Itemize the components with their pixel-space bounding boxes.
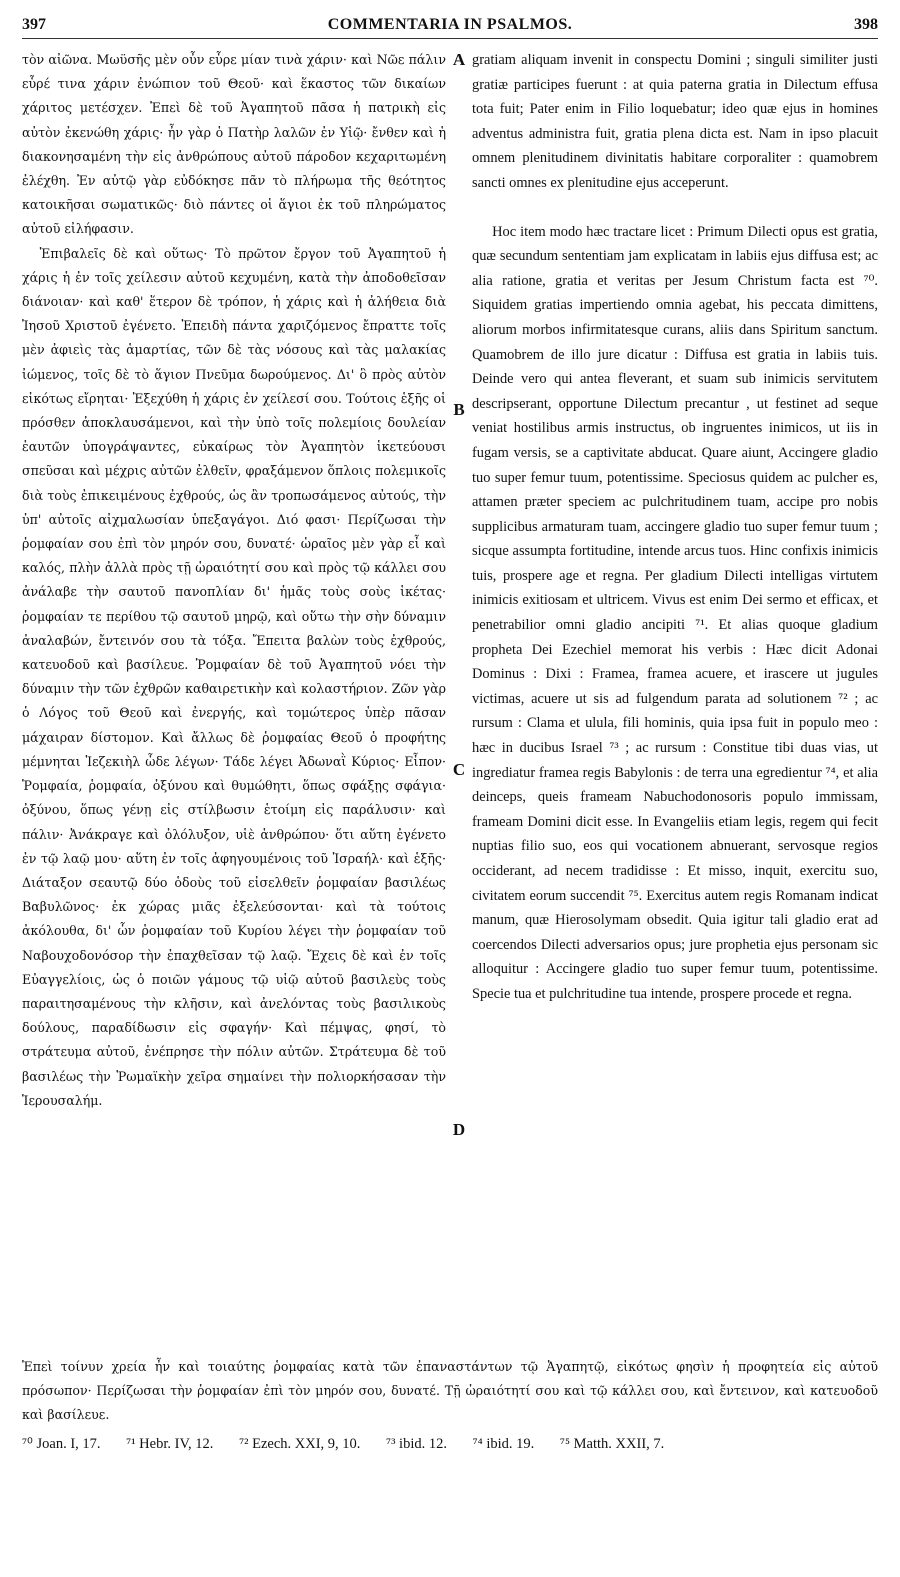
two-column-body bbox=[22, 48, 878, 1338]
footnote-72: ⁷² Ezech. XXI, 9, 10. bbox=[239, 1436, 361, 1452]
greek-bottom-paragraph: Ἐπεὶ τοίνυν χρεία ἦν καὶ τοιαύτης ῥομφαίας κατὰ τῶν ἐπαναστάντων τῷ Ἀγαπητῷ, εἰκότως φησὶν ἡ προφητεία εἰς αὐτοῦ πρόσωπον· Περίζωσαι τὴν ῥομφαίαν ἐπὶ τὸν μηρόν σου, δυνατέ. Τῇ ὡραιότητί σου καὶ τῷ κάλλει σου, καὶ ἔντεινον, καὶ κατευοδοῦ καὶ βασίλευε. bbox=[22, 1358, 878, 1422]
footnotes bbox=[22, 1432, 878, 1456]
margin-letter-b: B bbox=[453, 400, 465, 419]
footnote-75: ⁷⁵ Matth. XXII, 7. bbox=[559, 1436, 665, 1452]
footnote-71: ⁷¹ Hebr. IV, 12. bbox=[126, 1436, 214, 1452]
footnote-70: ⁷⁰ Joan. I, 17. bbox=[22, 1436, 101, 1452]
page-number-left: 397 bbox=[22, 16, 46, 33]
page-number-right: 398 bbox=[853, 16, 878, 33]
margin-letter-a: A bbox=[452, 50, 466, 69]
latin-column bbox=[472, 48, 878, 1007]
latin-paragraph-2: Hoc item modo hæc tractare licet : Primum Dilecti opus est gratia, quæ secundum sententiam jam explicatam in labiis ejus diffusa est; ac alia ratione, gratia et veritas per Jesum Christum facta est ⁷⁰. Siquidem gratias impertiendo omnia agebat, his peccata dimittens, aliorum morbos infirmitatesque curans, aliis dans Spiritum sanctum. Quamobrem de illo jure dicatur : Diffusa est gratia in labiis tuis. Deinde vero qui antea fleverant, et suam sub inimicis servitutem descripserant, opportune Dilectum precantur , ut festinet ad seque veniat hostilibus armis instructus, ob ingruentes inimicos, ut iis in fugam versis, se a captivitate abducat. Quare aiunt, Accingere gladio tuo super femur tuum, potentissime. Speciosus quidem ac pulcher es, attamen præter speciem ac pulchritudinem tuam, accipe pro nobis supplicibus armaturam tuam, accingere gladio tuo super femur tuum ; sicque assumpta fortitudine, intende arcus tuos. Hinc confixis inimicis tuis, prospere age et regna. Per gladium Dilecti intelligas virtutem inimicis exitiosam et ultricem. Vivus est enim Dei sermo et efficax, et penetrabilior omni gladio ancipiti ⁷¹. Et alias quoque gladium propheta Dei Ezechiel memorat his verbis : Hæc dicit Adonai Dominus : Dixi : Framea, framea acuere, et irascere ut jugules victimas, acuere ut sis ad fulgendum parata ad solutionem ⁷² ; ac rursum : Clama et ulula, fili hominis, quia ipsa fuit in populo meo : hæc in ducibus Israel ⁷³ ; ac rursum : Constitue tibi duas vias, ut ingrediatur framea regis Babylonis : de terra una egredientur ⁷⁴, et alia deinceps, queis frameam Nabuchodonosoris populo immissam, frameam Domini dicit esse. In Evangeliis etiam legis, regem qui fecit nuptias filio suo, eos qui vocationem abnuerant, servosque regios occiderant, ad necem tradidisse : Et misso, inquit, exercitu suo, civitatem eorum succendit ⁷⁵. Exercitus autem regis Romanam indicat manum, quæ Hierosolymam obsedit. Quia igitur tali gladio erat ad coercendos Dilecti adversarios opus; jure prophetia ejus personam sic alloquitur : Accingere gladio tuo super femur tuum, potentissime. Specie tua et pulchritudine tua intende, prospere procede et regna. bbox=[472, 223, 878, 1002]
greek-paragraph-2: Ἐπιβαλεῖς δὲ καὶ οὕτως· Τὸ πρῶτον ἔργον τοῦ Ἀγαπητοῦ ἡ χάρις ἡ ἐν τοῖς χείλεσιν αὐτοῦ κεχυμένη, κατὰ τὴν ἀποδοθεῖσαν διάνοιαν· καὶ καθ' ἕτερον δὲ τρόπον, ἡ χάρις καὶ ἡ ἀλήθεια διὰ Ἰησοῦ Χριστοῦ ἐγένετο. Ἐπειδὴ πάντα χαριζόμενος ἔπραττε τοῖς μὲν ἀφιεὶς τὰς ἁμαρτίας, τῶν δὲ τὰς νόσους καὶ τὰς μαλακίας ἰώμενος, τοῖς δὲ τὸ ἅγιον Πνεῦμα δωρούμενος. Δι' ὃ πρὸς αὐτὸν εἰκότως εἴρηται· Ἐξεχύθη ἡ χάρις ἐν χείλεσί σου. Τούτοις ἑξῆς οἱ πρόσθεν ἀποκλαυσάμενοι, καὶ τὴν ὑπὸ τοῖς πολεμίοις δουλείαν ἑαυτῶν ὑπογράψαντες, εὐκαίρως τὸν Ἀγαπητὸν ἱκετεύουσι σπεῦσαι καὶ μέχρις αὐτῶν ἐλθεῖν, φραξάμενον ὅπλοις πολεμικοῖς διὰ τοὺς ἐπικειμένους ἐχθρούς, ὡς ἂν τροπωσάμενος αὐτούς, τὴν ὑπ' αὐτοῖς αἰχμαλωσίαν ὑπεξαγάγοι. Διό φασι· Περίζωσαι τὴν ῥομφαίαν σου ἐπὶ τὸν μηρόν σου, δυνατέ· ὡραῖος μὲν γὰρ εἶ καὶ καλός, πλὴν ἀλλὰ πρὸς τῇ ὡραιότητί σου καὶ πρὸς τῷ κάλλει σου ἀνάλαβε τὴν σαυτοῦ πανοπλίαν δι' ἡμᾶς τοὺς σοὺς ἱκέτας· ῥομφαίαν τε περίθου τῷ σαυτοῦ μηρῷ, καὶ οὕτω τὴν σὴν δύναμιν ἀναλαβών, ἔντεινόν σου τὰ τόξα. Ἔπειτα βαλὼν τοὺς ἐχθρούς, κατευοδοῦ καὶ βασίλευε. Ῥομφαίαν δὲ τοῦ Ἀγαπητοῦ νόει τὴν δύναμιν τὴν τῶν ἐχθρῶν καθαιρετικὴν καὶ κολαστήριον. Ζῶν γὰρ ὁ Λόγος τοῦ Θεοῦ καὶ ἐνεργής, καὶ τομώτερος ὑπὲρ πᾶσαν μάχαιραν δίστομον. Καὶ ἄλλως δὲ ῥομφαίας Θεοῦ ὁ προφήτης μέμνηται Ἰεζεκιὴλ ὧδε λέγων· Τάδε λέγει Ἀδωναῒ Κύριος· Εἶπον· Ῥομφαία, ῥομφαία, ὀξύνου καὶ θυμώθητι, ὅπως σφάξῃς σφάγια· ὀξύνου, ὅπως γένῃ εἰς στίλβωσιν ἑτοίμη εἰς παράλυσιν· καὶ πάλιν· Ἀνάκραγε καὶ ὀλόλυξον, υἱὲ ἀνθρώπου· ὅτι αὕτη ἐγένετο ἐν τῷ λαῷ μου· αὕτη ἐν τοῖς ἀφηγουμένοις τοῦ Ἰσραήλ· καὶ ἑξῆς· Διάταξον σεαυτῷ δύο ὁδοὺς τοῦ εἰσελθεῖν ῥομφαίαν βασιλέως Βαβυλῶνος· ἐκ χώρας μιᾶς ἐξελεύσονται· καὶ τὰ τούτοις ἀκόλουθα, δι' ὧν ῥομφαίαν τοῦ Κυρίου λέγει τὴν ῥομφαίαν τοῦ Ναβουχοδονόσορ τὴν ἐπαχθεῖσαν τῷ λαῷ. Ἔχεις δὲ καὶ ἐν τοῖς Εὐαγγελίοις, ὡς ὁ ποιῶν γάμους τῷ υἱῷ αὐτοῦ βασιλεὺς τοὺς παραιτησαμένους τὴν κλῆσιν, καὶ ἀνελόντας τοὺς βασιλικοὺς δούλους, παραδίδωσιν εἰς σφαγήν· Καὶ πέμψας, φησί, τὸ στράτευμα αὐτοῦ, ἐνέπρησε τὴν πόλιν αὐτῶν. Στράτευμα δὲ τοῦ βασιλέως τὴν Ῥωμαϊκὴν χεῖρα σημαίνει τὴν πολιορκήσασαν τὴν Ἱερουσαλήμ. bbox=[22, 245, 446, 1108]
greek-paragraph-1: τὸν αἰῶνα. Μωϋσῆς μὲν οὖν εὗρε μίαν τινὰ χάριν· καὶ Νῶε πάλιν εὗρέ τινα χάριν ἐνώπιον τοῦ Θεοῦ· καὶ ἕκαστος τῶν δικαίων χάριτος μετέσχεν. Ἐπεὶ δὲ τοῦ Ἀγαπητοῦ πᾶσα ἡ πατρικὴ εἰς αὐτὸν ἐκενώθη χάρις· ἦν γὰρ ὁ Πατὴρ λαλῶν ἐν Υἱῷ· ἔνθεν καὶ ἡ διακονησαμένη τὴν εἰς ἀνθρώπους αὐτοῦ πάροδον κεχαριτωμένη ἐλέχθη. Ἐν αὐτῷ γὰρ εὐδόκησε πᾶν τὸ πλήρωμα τῆς θεότητος κατοικῆσαι σωματικῶς· διὸ πάντες οἱ ἅγιοι ἐκ τοῦ πληρώματος αὐτοῦ εἰλήφασιν. bbox=[22, 52, 446, 237]
latin-paragraph-1: gratiam aliquam invenit in conspectu Domini ; singuli similiter justi gratiæ participes fuerunt : at quia paterna gratia in Dilectum effusa tota fuit; Pater enim in Filio loquebatur; ideo quæ ejus in homines adventus administra fuit, gratia plena dicta est. Nam in ipso placuit omnem plenitudinem divinitatis habitare corporaliter : quamobrem sancti omnes ex plenitudine ejus acceperunt. bbox=[472, 52, 878, 191]
footnote-74: ⁷⁴ ibid. 19. bbox=[472, 1436, 535, 1452]
greek-column bbox=[22, 48, 446, 1113]
margin-letter-c: C bbox=[452, 760, 466, 779]
footnote-73: ⁷³ ibid. 12. bbox=[386, 1436, 447, 1452]
margin-letter-d: D bbox=[452, 1120, 466, 1139]
running-title: COMMENTARIA IN PSALMOS. bbox=[327, 16, 573, 33]
page-header bbox=[22, 12, 878, 39]
